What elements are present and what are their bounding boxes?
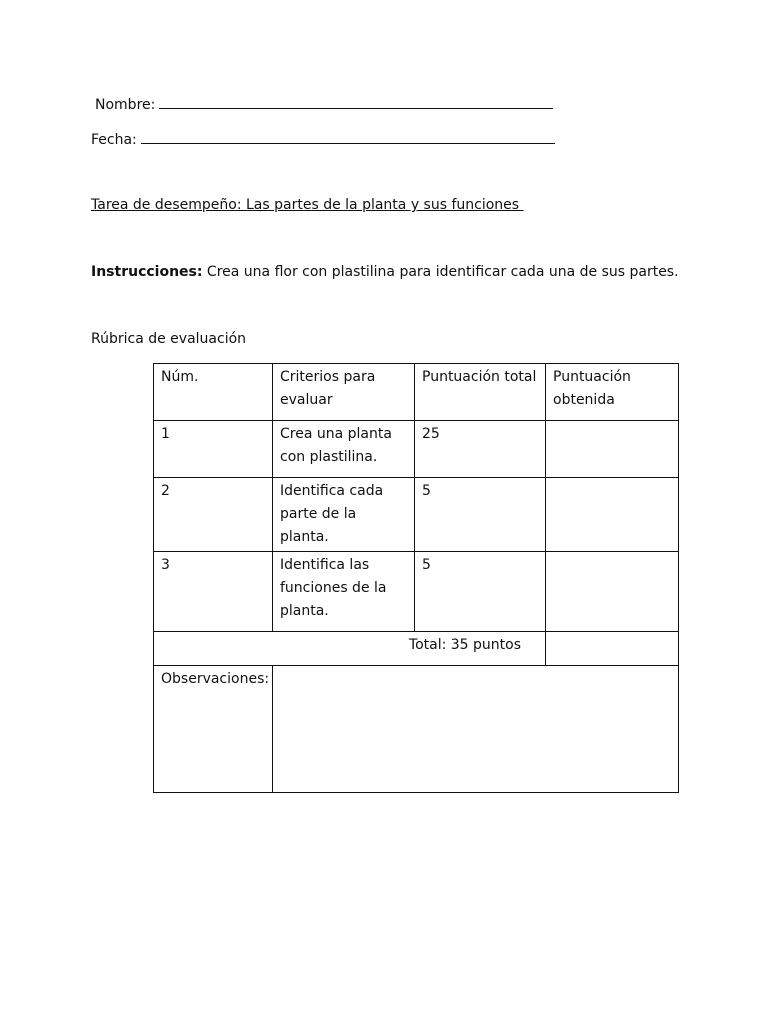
instructions (91, 264, 679, 280)
table-row (154, 478, 679, 552)
row-num: 2 (154, 478, 273, 552)
row-total-score: 5 (415, 478, 546, 552)
fecha-blank-line[interactable] (141, 129, 555, 144)
observations-label: Observaciones: (154, 666, 273, 793)
header-num: Núm. (154, 364, 273, 421)
row-obtained-score[interactable] (546, 478, 679, 552)
row-total-score: 5 (415, 552, 546, 632)
total-row (154, 632, 679, 666)
rubric-table (153, 363, 679, 793)
rubric-title: Rúbrica de evaluación (91, 331, 247, 347)
fecha-label: Fecha: (91, 132, 137, 148)
row-criterion: Crea una planta con plastilina. (273, 421, 415, 478)
header-criteria: Criterios para evaluar (273, 364, 415, 421)
table-row (154, 552, 679, 632)
header-total-score: Puntuación total (415, 364, 546, 421)
row-num: 1 (154, 421, 273, 478)
table-header-row (154, 364, 679, 421)
row-obtained-score[interactable] (546, 421, 679, 478)
row-obtained-score[interactable] (546, 552, 679, 632)
instructions-text: Crea una flor con plastilina para identificar cada una de sus partes. (202, 264, 679, 280)
table-row (154, 421, 679, 478)
task-title: Tarea de desempeño: Las partes de la planta y sus funciones (91, 197, 524, 213)
instructions-label: Instrucciones: (91, 264, 203, 280)
nombre-label: Nombre: (95, 97, 156, 113)
observations-row (154, 666, 679, 793)
nombre-blank-line[interactable] (159, 94, 553, 109)
row-num: 3 (154, 552, 273, 632)
header-obtained-score: Puntuación obtenida (546, 364, 679, 421)
row-criterion: Identifica las funciones de la planta. (273, 552, 415, 632)
nombre-field (95, 94, 553, 113)
observations-field[interactable] (273, 666, 679, 793)
total-text: Total: 35 puntos (154, 632, 546, 666)
total-obtained-score[interactable] (546, 632, 679, 666)
fecha-field (91, 129, 555, 148)
row-criterion: Identifica cada parte de la planta. (273, 478, 415, 552)
row-total-score: 25 (415, 421, 546, 478)
